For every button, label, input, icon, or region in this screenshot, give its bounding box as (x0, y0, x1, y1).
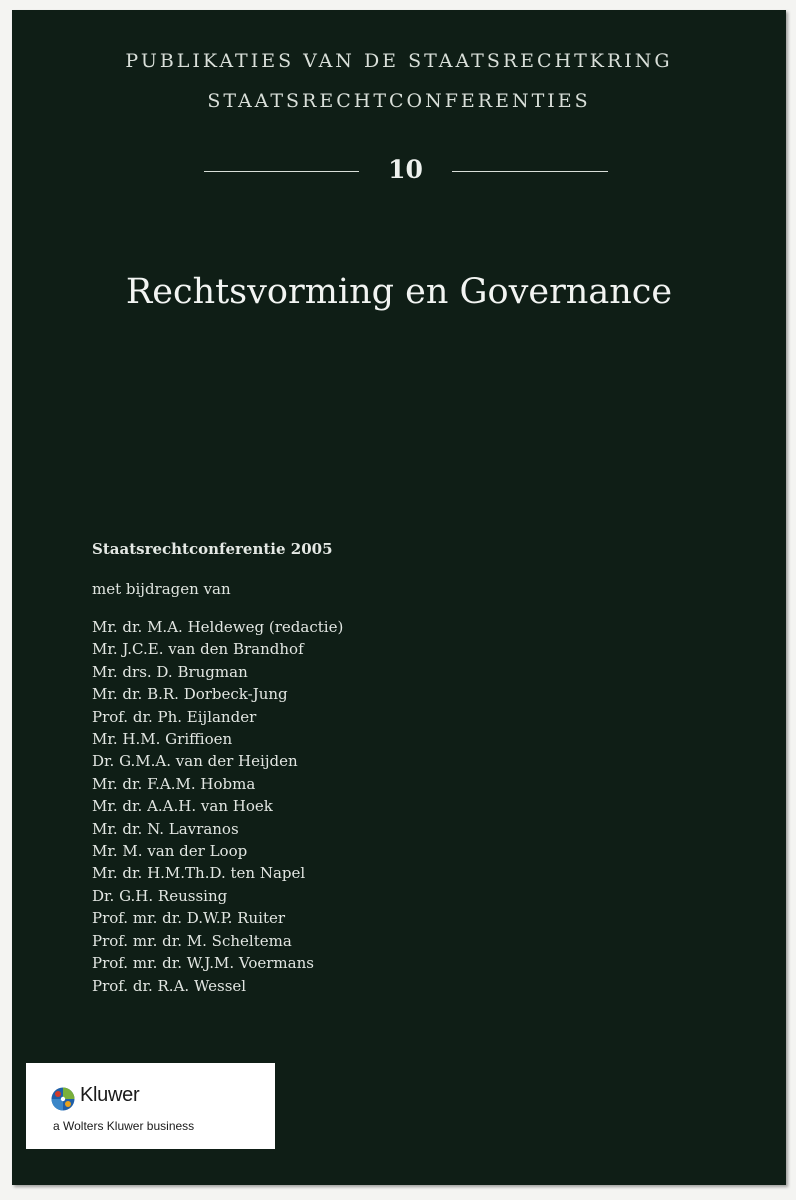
contributor-item: Mr. dr. F.A.M. Hobma (92, 774, 256, 793)
contributors-list (92, 616, 343, 997)
contributor-item: Dr. G.M.A. van der Heijden (92, 752, 298, 771)
contributor-item: Prof. dr. Ph. Eijlander (92, 707, 257, 726)
series-subtitle: STAATSRECHTCONFERENTIES (207, 90, 591, 112)
series-title: PUBLIKATIES VAN DE STAATSRECHTKRING (125, 50, 673, 72)
volume-number: 10 (388, 155, 423, 184)
publisher-name: Kluwer (80, 1084, 140, 1106)
book-cover (12, 10, 786, 1185)
contributor-item: Prof. mr. dr. D.W.P. Ruiter (92, 909, 286, 928)
contributor-item: Prof. mr. dr. W.J.M. Voermans (92, 954, 314, 973)
contributor-item: Mr. dr. A.A.H. van Hoek (92, 797, 273, 816)
contributor-item: Mr. dr. M.A. Heldeweg (redactie) (92, 618, 344, 636)
publisher-tagline: a Wolters Kluwer business (53, 1119, 195, 1133)
left-divider (204, 171, 359, 172)
contributor-item: Mr. dr. B.R. Dorbeck-Jung (92, 685, 288, 704)
contributor-item: Mr. H.M. Griffioen (92, 730, 233, 749)
book-title: Rechtsvorming en Governance (125, 272, 673, 312)
contributor-item: Mr. drs. D. Brugman (92, 662, 248, 681)
publisher-logo-box (26, 1063, 275, 1149)
contributor-item: Mr. dr. H.M.Th.D. ten Napel (92, 864, 306, 883)
contributor-item: Dr. G.H. Reussing (92, 886, 228, 905)
conference-label: Staatsrechtconferentie 2005 (92, 540, 333, 558)
contributor-item: Prof. dr. R.A. Wessel (92, 976, 247, 995)
contributor-item: Prof. mr. dr. M. Scheltema (92, 931, 292, 950)
contributors-intro: met bijdragen van (92, 580, 231, 598)
contributor-item: Mr. J.C.E. van den Brandhof (92, 640, 304, 659)
globe-logo-icon (51, 1087, 75, 1111)
right-divider (452, 171, 608, 172)
contributor-item: Mr. M. van der Loop (92, 842, 248, 861)
volume-row (12, 155, 786, 185)
contributor-item: Mr. dr. N. Lavranos (92, 819, 239, 838)
